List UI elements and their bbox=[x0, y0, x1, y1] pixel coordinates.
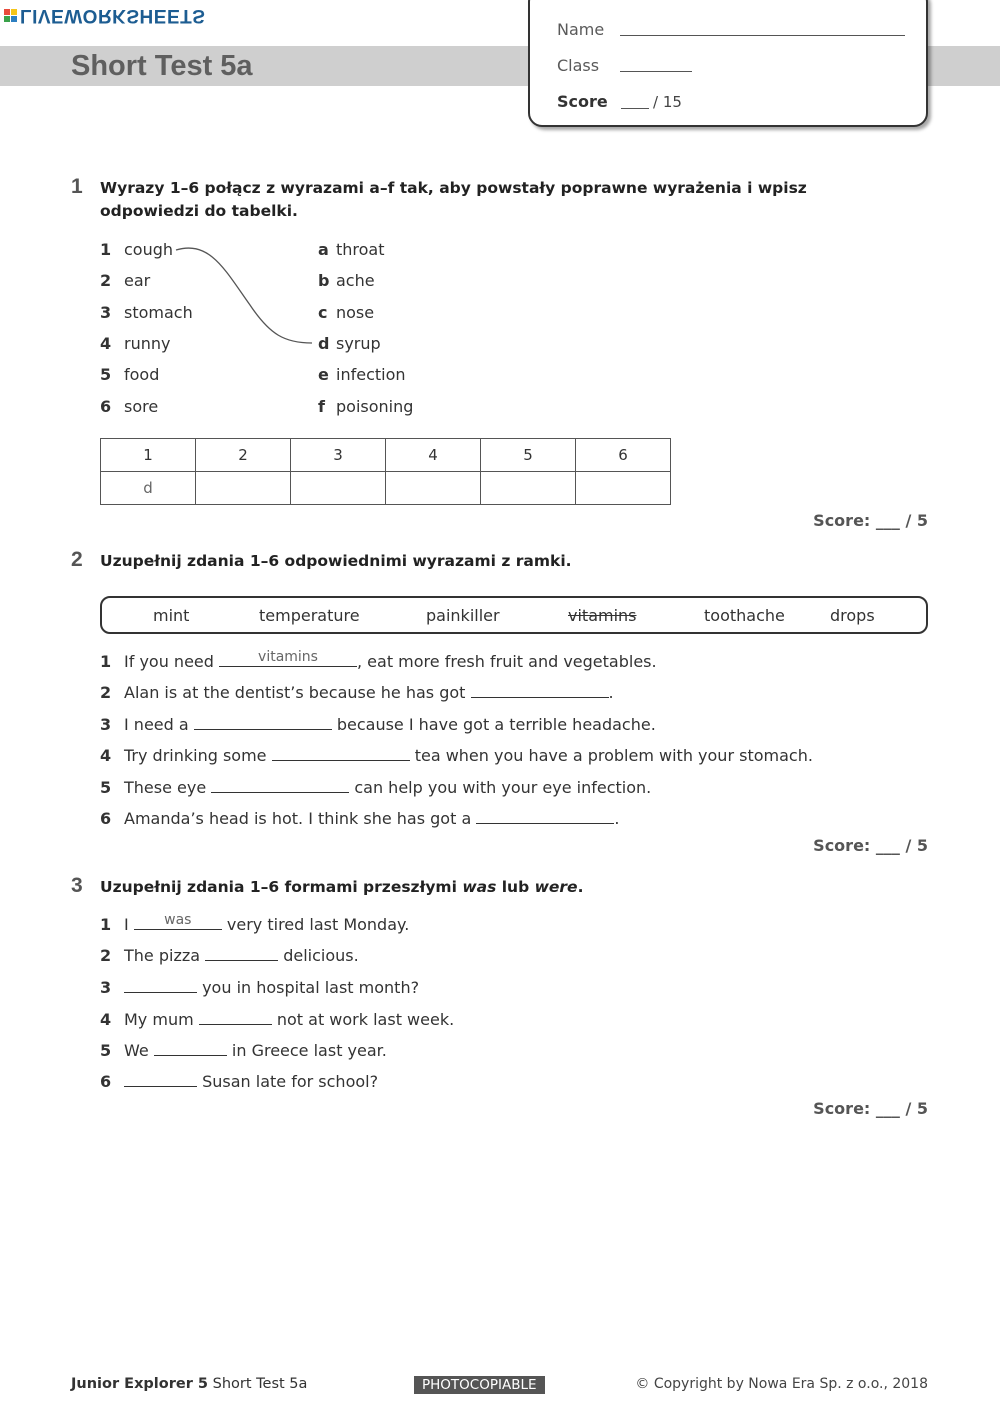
left-item[interactable]: 2 ear bbox=[100, 271, 151, 290]
name-field[interactable] bbox=[620, 35, 905, 36]
answer-table-row bbox=[101, 472, 671, 505]
word-option: drops bbox=[830, 606, 875, 625]
right-item[interactable]: e infection bbox=[318, 365, 406, 384]
right-item[interactable]: f poisoning bbox=[318, 397, 414, 416]
answer-blank[interactable] bbox=[124, 1073, 197, 1087]
word-option: toothache bbox=[704, 606, 785, 625]
answer-cell[interactable] bbox=[386, 472, 481, 505]
section-2-instruction: Uzupełnij zdania 1–6 odpowiednimi wyrazami z ramki. bbox=[100, 552, 572, 570]
table-header-cell: 1 bbox=[101, 439, 196, 472]
footer-book-title: Junior Explorer 5 Short Test 5a bbox=[71, 1376, 308, 1392]
sentence: 6 Susan late for school? bbox=[100, 1072, 379, 1091]
right-item[interactable]: a throat bbox=[318, 240, 385, 259]
answer-table-header-row bbox=[101, 439, 671, 472]
answer-table bbox=[100, 438, 671, 505]
table-header-cell: 6 bbox=[576, 439, 671, 472]
logo-square-yellow bbox=[11, 9, 17, 15]
answer-blank[interactable]: vitamins bbox=[219, 653, 357, 667]
score-field[interactable] bbox=[621, 108, 649, 109]
sentence: 5 These eye can help you with your eye infection. bbox=[100, 778, 652, 797]
table-header-cell: 4 bbox=[386, 439, 481, 472]
logo-square-red bbox=[4, 9, 10, 15]
student-info-box bbox=[528, 0, 928, 127]
section-3-number: 3 bbox=[71, 874, 83, 897]
table-header-cell: 5 bbox=[481, 439, 576, 472]
logo-square-green bbox=[4, 16, 10, 22]
answer-blank[interactable] bbox=[272, 747, 410, 761]
right-item[interactable]: c nose bbox=[318, 303, 375, 322]
score-label: Score bbox=[557, 92, 608, 111]
sentence: 1 If you need vitamins , eat more fresh fruit and vegetables. bbox=[100, 649, 657, 671]
sentence: 5 We in Greece last year. bbox=[100, 1041, 387, 1060]
right-item[interactable]: b ache bbox=[318, 271, 375, 290]
table-header-cell: 2 bbox=[196, 439, 291, 472]
section-1-score: Score: ___ / 5 bbox=[813, 511, 928, 530]
answer-cell[interactable]: d bbox=[101, 472, 196, 505]
footer-copyright: © Copyright by Nowa Era Sp. z o.o., 2018 bbox=[635, 1376, 928, 1392]
logo-text: LIVEWORKSHEETS bbox=[20, 5, 206, 26]
sentence: 4 My mum not at work last week. bbox=[100, 1010, 455, 1029]
word-option-used: vitamins bbox=[568, 606, 637, 625]
name-label: Name bbox=[557, 20, 605, 39]
class-field[interactable] bbox=[620, 71, 692, 72]
left-item[interactable]: 6 sore bbox=[100, 397, 159, 416]
section-3-score: Score: ___ / 5 bbox=[813, 1099, 928, 1118]
left-item[interactable]: 4 runny bbox=[100, 334, 171, 353]
sentence: 3 I need a because I have got a terrible headache. bbox=[100, 715, 656, 734]
answer-blank[interactable] bbox=[154, 1042, 227, 1056]
word-option: painkiller bbox=[426, 606, 500, 625]
answer-blank[interactable] bbox=[476, 810, 614, 824]
sentence: 4 Try drinking some tea when you have a problem with your stomach. bbox=[100, 746, 813, 765]
section-3-instruction: Uzupełnij zdania 1–6 formami przeszłymi was lub were. bbox=[100, 878, 584, 896]
logo-grid-icon bbox=[4, 9, 17, 22]
left-item[interactable]: 3 stomach bbox=[100, 303, 193, 322]
sentence: 2 The pizza delicious. bbox=[100, 946, 359, 965]
answer-cell[interactable] bbox=[291, 472, 386, 505]
page-title: Short Test 5a bbox=[71, 50, 253, 82]
sentence: 2 Alan is at the dentist’s because he has got . bbox=[100, 683, 614, 702]
photocopiable-badge: PHOTOCOPIABLE bbox=[414, 1376, 545, 1394]
sentence: 3 you in hospital last month? bbox=[100, 978, 420, 997]
answer-blank[interactable]: was bbox=[134, 916, 222, 930]
section-2-score: Score: ___ / 5 bbox=[813, 836, 928, 855]
left-item[interactable]: 5 food bbox=[100, 365, 160, 384]
answer-blank[interactable] bbox=[211, 779, 349, 793]
sentence: 6 Amanda’s head is hot. I think she has got a . bbox=[100, 809, 620, 828]
sentence: 1 I was very tired last Monday. bbox=[100, 912, 410, 934]
answer-blank[interactable] bbox=[124, 979, 197, 993]
word-option: mint bbox=[153, 606, 190, 625]
example-match-line bbox=[170, 240, 320, 350]
score-total: / 15 bbox=[653, 93, 682, 111]
section-2-number: 2 bbox=[71, 548, 83, 571]
answer-cell[interactable] bbox=[196, 472, 291, 505]
section-1-number: 1 bbox=[71, 175, 83, 198]
section-1-instruction: Wyrazy 1–6 połącz z wyrazami a–f tak, aby powstały poprawne wyrażenia i wpisz odpowiedzi do tabelki. bbox=[100, 179, 807, 220]
word-option: temperature bbox=[259, 606, 360, 625]
answer-blank[interactable] bbox=[194, 716, 332, 730]
answer-cell[interactable] bbox=[481, 472, 576, 505]
word-box bbox=[100, 596, 928, 634]
left-item[interactable]: 1 cough bbox=[100, 240, 174, 259]
answer-blank[interactable] bbox=[199, 1011, 272, 1025]
answer-blank[interactable] bbox=[471, 684, 609, 698]
class-label: Class bbox=[557, 56, 600, 75]
answer-blank[interactable] bbox=[205, 947, 278, 961]
answer-cell[interactable] bbox=[576, 472, 671, 505]
right-item[interactable]: d syrup bbox=[318, 334, 381, 353]
site-logo bbox=[4, 4, 205, 26]
table-header-cell: 3 bbox=[291, 439, 386, 472]
logo-square-blue bbox=[11, 16, 17, 22]
